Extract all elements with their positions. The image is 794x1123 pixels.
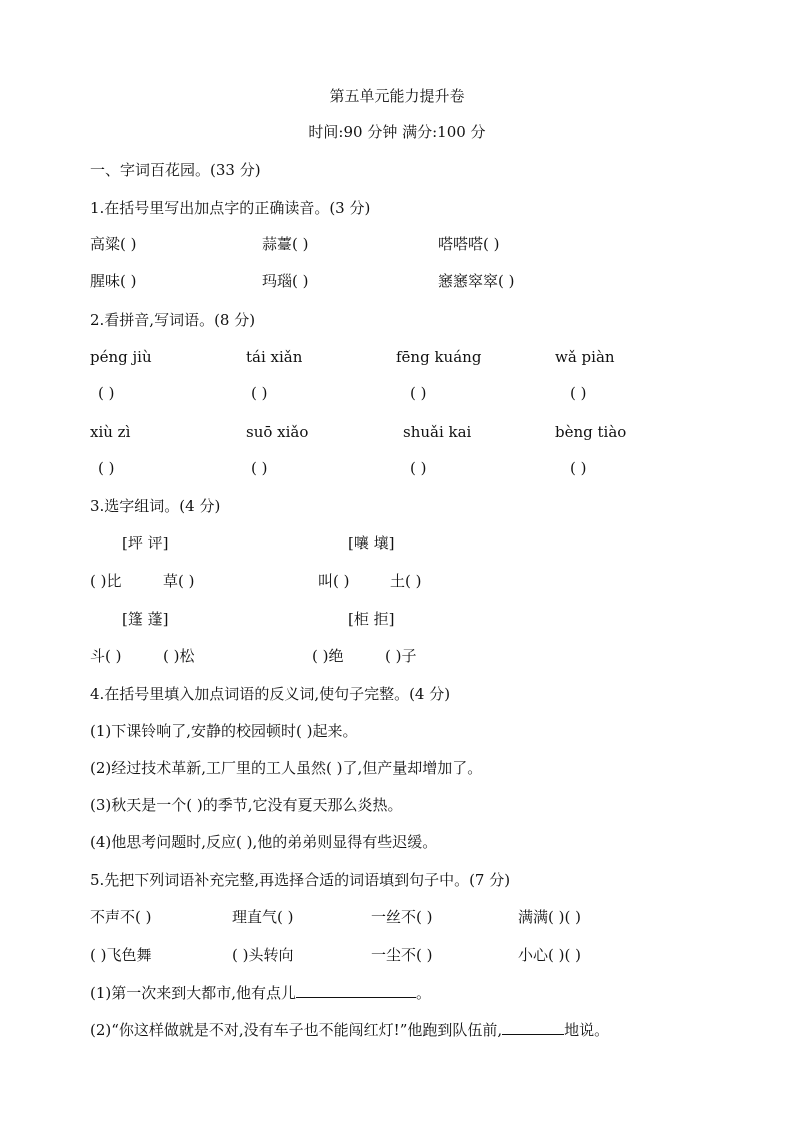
answer-blank: ( ) bbox=[570, 384, 587, 402]
q2-pinyin: fēng kuáng bbox=[396, 348, 482, 366]
q2-pinyin: wǎ piàn bbox=[555, 348, 615, 366]
q3-blank: ( )子 bbox=[385, 647, 417, 665]
answer-blank: ( ) bbox=[251, 384, 268, 402]
q4-sentence: (3)秋天是一个( )的季节,它没有夏天那么炎热。 bbox=[90, 796, 403, 814]
idiom-blank: 一丝不( ) bbox=[371, 908, 433, 926]
answer-blank: ( ) bbox=[570, 459, 587, 477]
q3-blank: ( )比 bbox=[90, 572, 122, 590]
idiom-blank: 不声不( ) bbox=[90, 908, 152, 926]
time-score-info: 时间:90 分钟 满分:100 分 bbox=[308, 123, 486, 141]
idiom-blank: 一尘不( ) bbox=[371, 946, 433, 964]
q3-blank: 草( ) bbox=[163, 572, 195, 590]
q3-blank: ( )松 bbox=[163, 647, 195, 665]
idiom-blank: ( )头转向 bbox=[232, 946, 294, 964]
q5-sentence-2-text: (2)“你这样做就是不对,没有车子也不能闯红灯!”他跑到队伍前, bbox=[90, 1021, 503, 1039]
q2-pinyin: tái xiǎn bbox=[246, 348, 303, 366]
answer-blank: ( ) bbox=[410, 384, 427, 402]
fill-blank-line bbox=[502, 1020, 564, 1035]
q4-sentence: (1)下课铃响了,安静的校园顿时( )起来。 bbox=[90, 722, 358, 740]
q5-sentence-1 bbox=[90, 983, 431, 1003]
question-1-heading: 1.在括号里写出加点字的正确读音。(3 分) bbox=[90, 199, 371, 217]
q1-item: 嗒嗒嗒( ) bbox=[438, 235, 500, 253]
section-heading: 一、字词百花园。(33 分) bbox=[90, 161, 261, 179]
question-2-heading: 2.看拼音,写词语。(8 分) bbox=[90, 311, 256, 329]
answer-blank: ( ) bbox=[98, 459, 115, 477]
page-title: 第五单元能力提升卷 bbox=[329, 87, 465, 105]
q2-pinyin: xiù zì bbox=[90, 423, 131, 441]
q1-item: 腥味( ) bbox=[90, 272, 137, 290]
q1-item: 玛瑙( ) bbox=[262, 272, 309, 290]
q4-sentence: (2)经过技术革新,工厂里的工人虽然( )了,但产量却增加了。 bbox=[90, 759, 483, 777]
char-choice-group: [篷 蓬] bbox=[122, 610, 169, 628]
q1-item: 蒜薹( ) bbox=[262, 235, 309, 253]
q5-sentence-2 bbox=[90, 1020, 609, 1040]
idiom-blank: 理直气( ) bbox=[232, 908, 294, 926]
q3-blank: 斗( ) bbox=[90, 647, 122, 665]
q2-pinyin: péng jiù bbox=[90, 348, 152, 366]
question-3-heading: 3.选字组词。(4 分) bbox=[90, 497, 221, 515]
q2-pinyin: shuǎi kai bbox=[403, 423, 472, 441]
q1-item: 高粱( ) bbox=[90, 235, 137, 253]
q3-blank: ( )绝 bbox=[312, 647, 344, 665]
q4-sentence: (4)他思考问题时,反应( ),他的弟弟则显得有些迟缓。 bbox=[90, 833, 438, 851]
q2-pinyin: bèng tiào bbox=[555, 423, 627, 441]
q3-blank: 土( ) bbox=[390, 572, 422, 590]
question-4-heading: 4.在括号里填入加点词语的反义词,使句子完整。(4 分) bbox=[90, 685, 451, 703]
char-choice-group: [嚷 壤] bbox=[348, 534, 395, 552]
q5-sentence-2-end: 地说。 bbox=[564, 1021, 610, 1039]
q1-item: 窸窸窣窣( ) bbox=[438, 272, 515, 290]
answer-blank: ( ) bbox=[251, 459, 268, 477]
answer-blank: ( ) bbox=[410, 459, 427, 477]
q5-sentence-1-text: (1)第一次来到大都市,他有点儿 bbox=[90, 984, 297, 1002]
answer-blank: ( ) bbox=[98, 384, 115, 402]
char-choice-group: [坪 评] bbox=[122, 534, 169, 552]
idiom-blank: ( )飞色舞 bbox=[90, 946, 152, 964]
fill-blank-line bbox=[296, 983, 416, 998]
idiom-blank: 小心( )( ) bbox=[518, 946, 581, 964]
q2-pinyin: suō xiǎo bbox=[246, 423, 309, 441]
idiom-blank: 满满( )( ) bbox=[518, 908, 581, 926]
q5-sentence-1-end: 。 bbox=[416, 984, 432, 1002]
q3-blank: 叫( ) bbox=[318, 572, 350, 590]
question-5-heading: 5.先把下列词语补充完整,再选择合适的词语填到句子中。(7 分) bbox=[90, 871, 511, 889]
char-choice-group: [柜 拒] bbox=[348, 610, 395, 628]
